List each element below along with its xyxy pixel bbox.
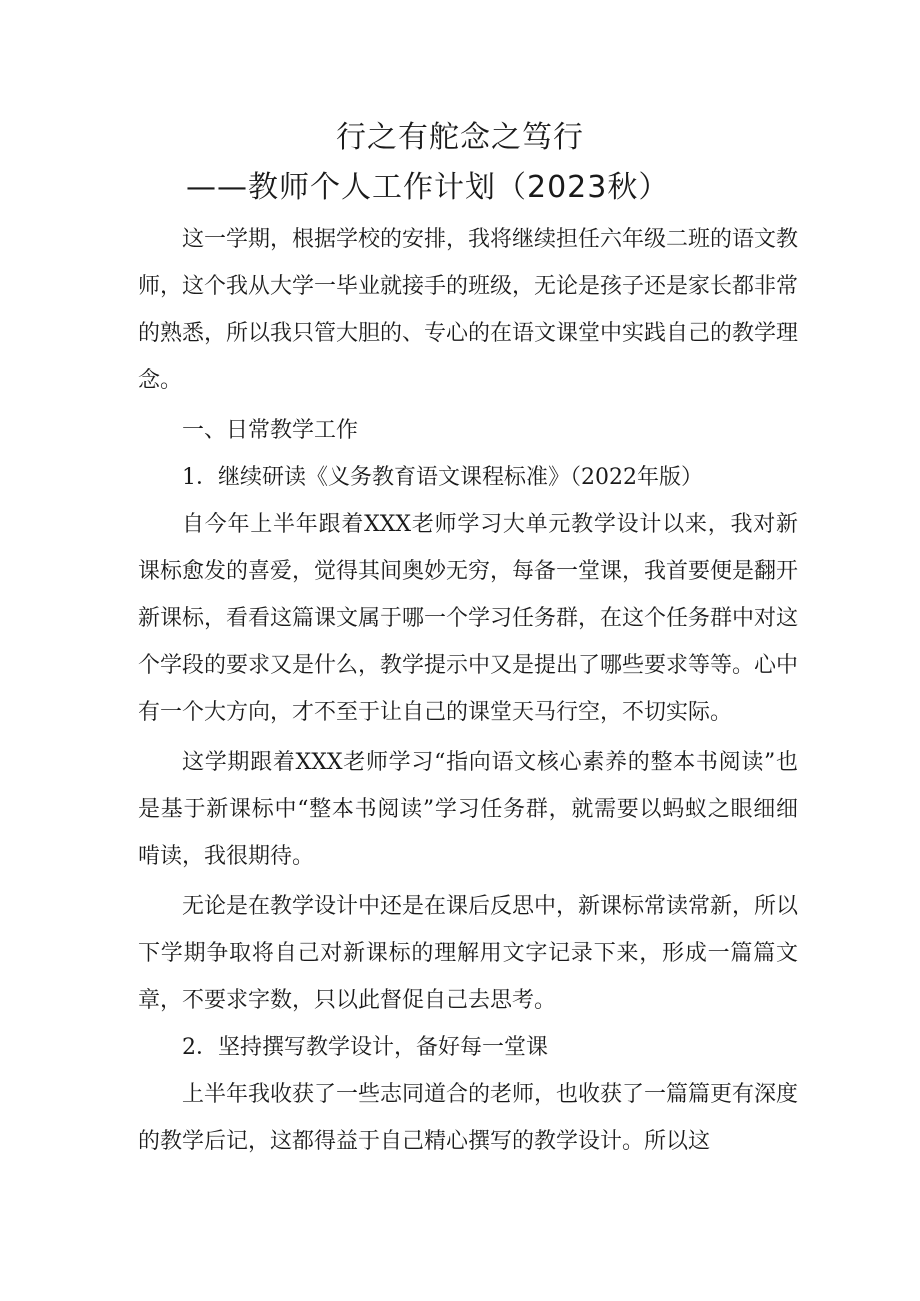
paragraph-intro: 这一学期，根据学校的安排，我将继续担任六年级二班的语文教师，这个我从大学一毕业就接手的班级，无论是孩子还是家长都非常的熟悉，所以我只管大胆的、专心的在语文课堂中实践自己的教学理念。 (138, 227, 799, 393)
document-body (138, 216, 798, 1165)
paragraph-body: 上半年我收获了一些志同道合的老师，也收获了一篇篇更有深度的教学后记，这都得益于自己精心撰写的教学设计。所以这 (138, 1082, 799, 1154)
paragraph-body: 自今年上半年跟着XXX老师学习大单元教学设计以来，我对新课标愈发的喜爱，觉得其间奥妙无穷，每备一堂课，我首要便是翻开新课标，看看这篇课文属于哪一个学习任务群，在这个任务群中对这个学段的要求又是什么，教学提示中又是提出了哪些要求等等。心中有一个大方向，才不至于让自己的课堂天马行空，不切实际。 (138, 512, 799, 725)
document-subtitle: ——教师个人工作计划（2023秋） (186, 170, 670, 205)
document-title: 行之有舵念之笃行 (336, 120, 584, 155)
subsection-heading-1: 1．继续研读《义务教育语文课程标准》（2022年版） (182, 465, 703, 490)
subsection-heading-2: 2．坚持撰写教学设计，备好每一堂课 (182, 1035, 548, 1060)
section-heading-daily-teaching: 一、日常教学工作 (182, 418, 359, 443)
paragraph-body: 这学期跟着XXX老师学习“指向语文核心素养的整本书阅读”也是基于新课标中“整本书阅读”学习任务群，就需要以蚂蚁之眼细细啃读，我很期待。 (138, 750, 798, 869)
paragraph-body: 无论是在教学设计中还是在课后反思中，新课标常读常新，所以下学期争取将自己对新课标的理解用文字记录下来，形成一篇篇文章，不要求字数，只以此督促自己去思考。 (138, 894, 799, 1013)
